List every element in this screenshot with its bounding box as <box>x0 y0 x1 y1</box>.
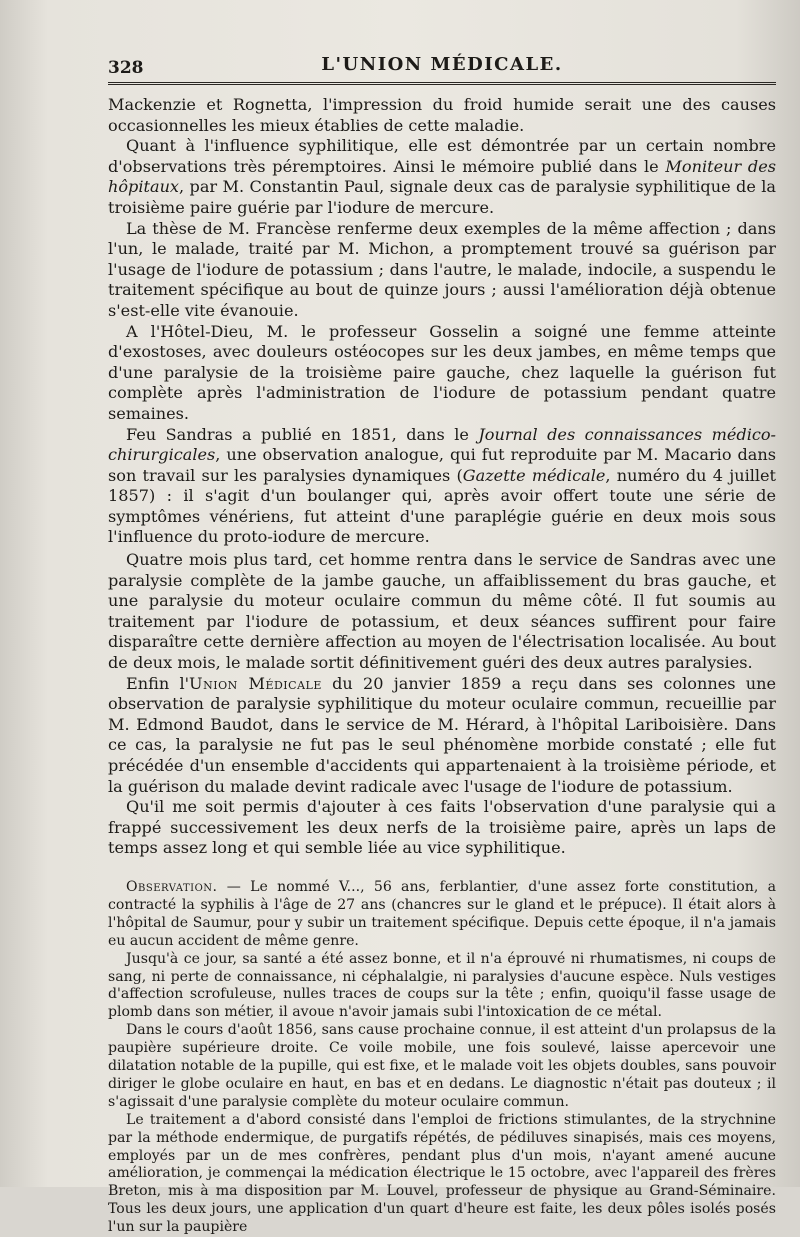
observation-paragraph <box>108 879 776 951</box>
observation-paragraph: Le traitement a d'abord consisté dans l'emploi de frictions stimulantes, de la strychnine par la méthode endermique, de purgatifs répétés, de pédiluves sinapisés, mais ces moyens, employés par un de mes confrères, pendant plus d'un mois, n'ayant amené aucune amélioration, je commençai la médication électrique le 15 octobre, avec l'appareil des frères Breton, mis à ma disposition par M. Louvel, professeur de physique au Grand-Séminaire. Tous les deux jours, une application d'un quart d'heure est faite, les deux pôles isolés posés l'un sur la paupière <box>108 1111 776 1236</box>
paragraph <box>108 674 776 798</box>
text-run: , une observation analogue, qui fut reproduite par M. Macario dans son travail sur les paralysies dynamiques ( <box>108 445 776 485</box>
text-run: , numéro du 4 juillet 1857) : il s'agit d'un boulanger qui, après avoir offert toute une série de symptômes vénériens, fut atteint d'une paraplégie guérie en deux mois sous l'influence du proto-iodure de mercure. <box>108 465 777 547</box>
paragraph: Qu'il me soit permis d'ajouter à ces faits l'observation d'une paralysie qui a frappé successivement les deux nerfs de la troisième paire, après un laps de temps assez long et qui semble liée au vice syphilitique. <box>108 797 776 858</box>
running-title: L'UNION MÉDICALE. <box>321 54 563 75</box>
paragraph: A l'Hôtel-Dieu, M. le professeur Gosselin a soigné une femme atteinte d'exostoses, avec douleurs ostéocopes sur les deux jambes, en même temps que d'une paralysie de la troisième paire gauche, chez laquelle la guérison fut complète après l'administration de l'iodure de potassium pendant quatre semaines. <box>108 321 776 423</box>
page-number: 328 <box>108 58 144 78</box>
observation-section <box>108 879 776 1237</box>
journal-title: Journal des connaissances médico-chirurgicales <box>108 424 776 465</box>
paragraph <box>108 136 776 218</box>
paragraph: La thèse de M. Francèse renferme deux exemples de la même affection ; dans l'un, le malade, traité par M. Michon, a promptement trouvé sa guérison par l'usage de l'iodure de potassium ; dans l'autre, le malade, indocile, a suspendu le traitement spécifique au bout de quinze jours ; aussi l'amélioration déjà obtenue s'est-elle vite évanouie. <box>108 218 776 320</box>
text-run: du 20 janvier 1859 a reçu dans ses colonnes une observation de paralysie syphilitique du moteur oculaire commun, recueillie par M. Edmond Baudot, dans le service de M. Hérard, à l'hôpital Lariboisière. Dans ce cas, la paralysie ne fut pas le seul phénomène morbide constaté ; elle fut précédée d'un ensemble d'accidents qui appartenaient à la troisième période, et la guérison du malade devint radicale avec l'usage de l'iodure de potassium. <box>108 673 776 796</box>
text-run: Quant à l'influence syphilitique, elle est démontrée par un certain nombre d'observations très péremptoires. Ainsi le mémoire publié dans le <box>108 136 776 176</box>
journal-title: Union Médicale <box>189 673 322 693</box>
paragraph: Quatre mois plus tard, cet homme rentra dans le service de Sandras avec une paralysie complète de la jambe gauche, un affaiblissement du bras gauche, et une paralysie du moteur oculaire commun du même côté. Il fut soumis au traitement par l'iodure de potassium, et deux séances suffirent pour faire disparaître cette dernière affection au moyen de l'électrisation localisée. Au bout de deux mois, le malade sortit définitivement guéri des deux autres paralysies. <box>108 550 776 673</box>
main-text <box>108 95 776 859</box>
text-run: , par M. Constantin Paul, signale deux cas de paralysie syphilitique de la troisième paire guérie par l'iodure de mercure. <box>108 177 776 217</box>
text-run: Feu Sandras a publié en 1851, dans le <box>126 424 479 444</box>
journal-title: Gazette médicale <box>462 465 606 485</box>
text-run: Enfin l' <box>126 673 190 693</box>
journal-title: Moniteur des hôpitaux <box>108 156 777 197</box>
page-header <box>108 44 776 85</box>
observation-paragraph: Dans le cours d'août 1856, sans cause prochaine connue, il est atteint d'un prolapsus de la paupière supérieure droite. Ce voile mobile, une fois soulevé, laisse apercevoir une dilatation notable de la pupille, qui est fixe, et le malade voit les objets doubles, sans pouvoir diriger le globe oculaire en haut, en bas et en dedans. Le diagnostic n'était pas douteux ; il s'agissait d'une paralysie complète du moteur oculaire commun. <box>108 1022 776 1110</box>
paragraph: Mackenzie et Rognetta, l'impression du froid humide serait une des causes occasionnelles les mieux établies de cette maladie. <box>108 95 776 135</box>
observation-paragraph: Jusqu'à ce jour, sa santé a été assez bonne, et il n'a éprouvé ni rhumatismes, ni coups de sang, ni perte de connaissance, ni céphalalgie, ni paralysies d'aucune espèce. Nuls vestiges d'affection scrofuleuse, nulles traces de coups sur la tête ; enfin, quoiqu'il fasse usage de plomb dans son métier, il avoue n'avoir jamais subi l'intoxication de ce métal. <box>108 950 776 1021</box>
paragraph <box>108 425 776 549</box>
text-run: — Le nommé V..., 56 ans, ferblantier, d'une assez forte constitution, a contracté la syphilis à l'âge de 27 ans (chancres sur le gland et le prépuce). Il était alors à l'hôpital de Saumur, pour y subir un traitement spécifique. Depuis cette époque, il n'a jamais eu aucun accident de même genre. <box>108 878 776 949</box>
observation-label: Observation. <box>126 878 218 895</box>
